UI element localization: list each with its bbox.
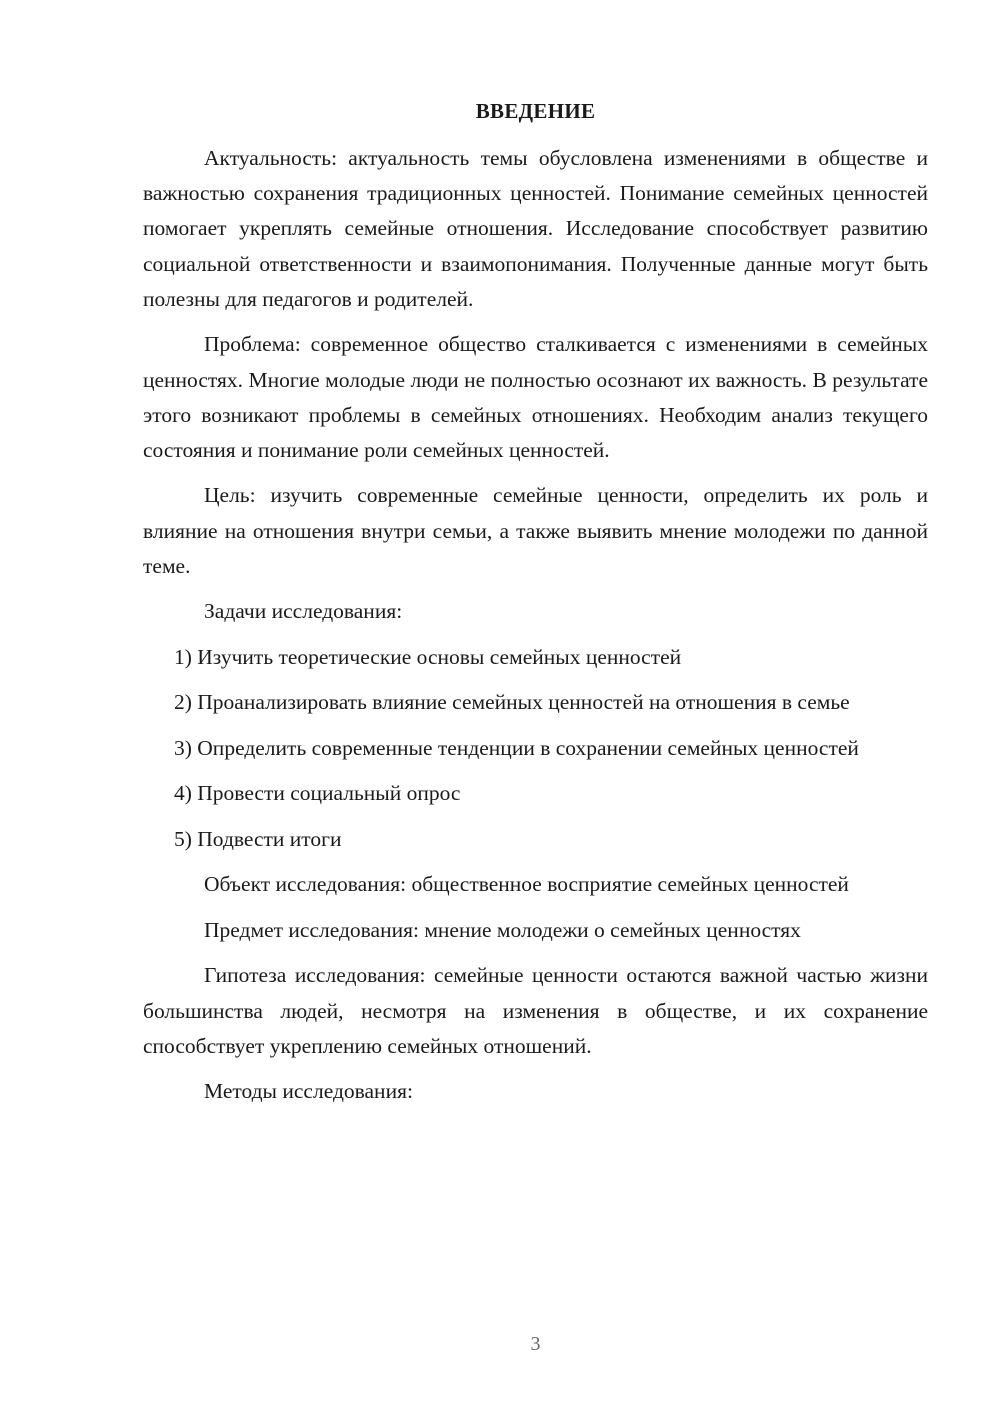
task-item-4: 4) Провести социальный опрос xyxy=(174,781,461,806)
paragraph-subject: Предмет исследования: мнение молодежи о семейных ценностях xyxy=(204,917,801,942)
paragraph-problem: Проблема: современное общество сталкивается с изменениями в семейных ценностях. Многие молодые люди не полностью осознают их важность. В результате этого возникают проблемы в семейных отношениях. Необходим анализ текущего состояния и понимание роли семейных ценностей. xyxy=(143,332,928,462)
paragraph-tasks-heading: Задачи исследования: xyxy=(204,599,403,624)
page-number: 3 xyxy=(530,1333,541,1355)
document-page xyxy=(143,0,928,1414)
paragraph-methods: Методы исследования: xyxy=(204,1079,413,1104)
paragraph-object: Объект исследования: общественное восприятие семейных ценностей xyxy=(204,872,849,897)
paragraph-relevance: Актуальность: актуальность темы обусловлена изменениями в обществе и важностью сохранения традиционных ценностей. Понимание семейных ценностей помогает укреплять семейные отношения. Исследование способствует развитию социальной ответственности и взаимопонимания. Полученные данные могут быть полезны для педагогов и родителей. xyxy=(143,146,928,311)
body-text xyxy=(143,141,928,1120)
page-title: ВВЕДЕНИЕ xyxy=(475,99,596,123)
task-item-2: 2) Проанализировать влияние семейных ценностей на отношения в семье xyxy=(174,690,850,715)
paragraph-hypothesis: Гипотеза исследования: семейные ценности остаются важной частью жизни большинства людей, несмотря на изменения в обществе, и их сохранение способствует укреплению семейных отношений. xyxy=(143,963,928,1058)
task-item-5: 5) Подвести итоги xyxy=(174,826,342,851)
paragraph-goal: Цель: изучить современные семейные ценности, определить их роль и влияние на отношения внутри семьи, а также выявить мнение молодежи по данной теме. xyxy=(143,483,928,578)
task-item-1: 1) Изучить теоретические основы семейных ценностей xyxy=(174,644,682,669)
task-item-3: 3) Определить современные тенденции в сохранении семейных ценностей xyxy=(174,735,859,760)
